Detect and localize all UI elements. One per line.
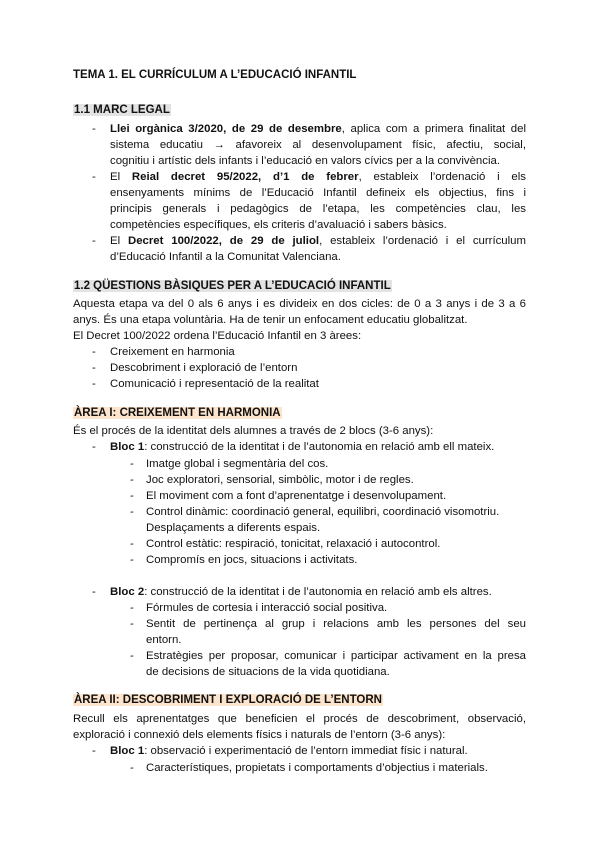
area-2-para-line-1: Recull els aprenentatges que beneficien el procés de descobriment, observació,: [73, 713, 526, 725]
bloc-1-item: Compromís en jocs, situacions i activitats.: [146, 554, 358, 566]
area-2-bloc-1-item: Característiques, propietats i comportaments d’objectius i materials.: [146, 762, 488, 774]
law-item-3-line-1: El Decret 100/2022, de 29 de juliol, estableix l’ordenació i el currículum: [110, 235, 526, 247]
section-heading-questions: 1.2 QÜESTIONS BÀSIQUES PER A L’EDUCACIÓ INFANTIL: [74, 280, 391, 292]
law-item-3-line-2: d’Educació Infantil a la Comunitat Valenciana.: [110, 251, 341, 263]
section-heading-area-2: ÀREA II: DESCOBRIMENT I EXPLORACIÓ DE L’ENTORN: [74, 694, 382, 706]
bloc-2-item: Estratègies per proposar, comunicar i participar activament en la presa: [146, 650, 526, 662]
bloc-1-item: Joc exploratori, sensorial, simbòlic, motor i de regles.: [146, 474, 414, 486]
area-2-para-line-2: exploració i connexió dels elements físics i naturals de l’entorn (3-6 anys):: [73, 729, 446, 741]
area-2-bloc-1: Bloc 1: observació i experimentació de l’entorn immediat físic i natural.: [110, 745, 468, 757]
bloc-1-item: Imatge global i segmentària del cos.: [146, 458, 329, 470]
law-item-2-line-4: competències específiques, els criteris d’avaluació i sabers bàsics.: [110, 219, 447, 231]
questions-para-line-3: El Decret 100/2022 ordena l’Educació Infantil en 3 àrees:: [73, 330, 362, 342]
list-dash: -: [92, 123, 96, 135]
bloc-2-item: Sentit de pertinença al grup i relacions amb les persones del seu: [146, 618, 526, 630]
list-dash: -: [92, 586, 96, 598]
bloc-2-item-continued: entorn.: [146, 634, 182, 646]
bloc-1-item: Control dinàmic: coordinació general, equilibri, coordinació visomotriu.: [146, 506, 500, 518]
list-dash: -: [92, 378, 96, 390]
area-list-item: Descobriment i exploració de l’entorn: [110, 362, 298, 374]
list-dash: -: [130, 762, 134, 774]
list-dash: -: [130, 506, 134, 518]
list-dash: -: [92, 346, 96, 358]
questions-para-line-1: Aquesta etapa va del 0 als 6 anys i es divideix en dos cicles: de 0 a 3 anys i de 3 a 6: [73, 298, 526, 310]
list-dash: -: [130, 618, 134, 630]
list-dash: -: [130, 650, 134, 662]
bloc-1-item: El moviment com a font d’aprenentatge i desenvolupament.: [146, 490, 447, 502]
section-heading-area-1: ÀREA I: CREIXEMENT EN HARMONIA: [74, 407, 281, 419]
law-item-1-line-1: Llei orgànica 3/2020, de 29 de desembre, aplica com a primera finalitat del: [110, 123, 526, 135]
area-list-item: Creixement en harmonia: [110, 346, 235, 358]
law-item-1-line-3: cognitiu i artístic dels infants i l’educació en valors cívics per a la convivència.: [110, 155, 500, 167]
law-item-2-line-2: ensenyaments mínims de l’Educació Infantil defineix els objectius, fins i: [110, 187, 526, 199]
area-1-bloc-1: Bloc 1: construcció de la identitat i de l’autonomia en relació amb ell mateix.: [110, 441, 495, 453]
bloc-2-item-continued: de decisions de situacions de la vida quotidiana.: [146, 666, 390, 678]
list-dash: -: [130, 602, 134, 614]
list-dash: -: [130, 474, 134, 486]
list-dash: -: [130, 554, 134, 566]
area-list-item: Comunicació i representació de la realitat: [110, 378, 319, 390]
law-item-1-line-2: sistema educatiu → afavoreix al desenvolupament físic, afectiu, social,: [110, 139, 526, 151]
list-dash: -: [92, 171, 96, 183]
list-dash: -: [92, 745, 96, 757]
bloc-1-item-continued: Desplaçaments a diferents espais.: [146, 522, 321, 534]
list-dash: -: [130, 490, 134, 502]
list-dash: -: [130, 458, 134, 470]
section-heading-marc-legal: 1.1 MARC LEGAL: [74, 104, 170, 116]
list-dash: -: [92, 362, 96, 374]
list-dash: -: [130, 538, 134, 550]
document-title: TEMA 1. EL CURRÍCULUM A L’EDUCACIÓ INFANTIL: [73, 69, 357, 81]
area-1-bloc-2: Bloc 2: construcció de la identitat i de l’autonomia en relació amb els altres.: [110, 586, 492, 598]
questions-para-line-2: anys. És una etapa voluntària. Ha de tenir un enfocament educatiu globalitzat.: [73, 314, 468, 326]
law-item-2-line-1: El Reial decret 95/2022, d’1 de febrer, estableix l’ordenació i els: [110, 171, 526, 183]
list-dash: -: [92, 235, 96, 247]
bloc-2-item: Fórmules de cortesia i interacció social positiva.: [146, 602, 388, 614]
list-dash: -: [92, 441, 96, 453]
bloc-1-item: Control estàtic: respiració, tonicitat, relaxació i autocontrol.: [146, 538, 441, 550]
area-1-intro: És el procés de la identitat dels alumnes a través de 2 blocs (3-6 anys):: [73, 425, 434, 437]
law-item-2-line-3: principis generals i pedagògics de l’etapa, les competències clau, les: [110, 203, 526, 215]
